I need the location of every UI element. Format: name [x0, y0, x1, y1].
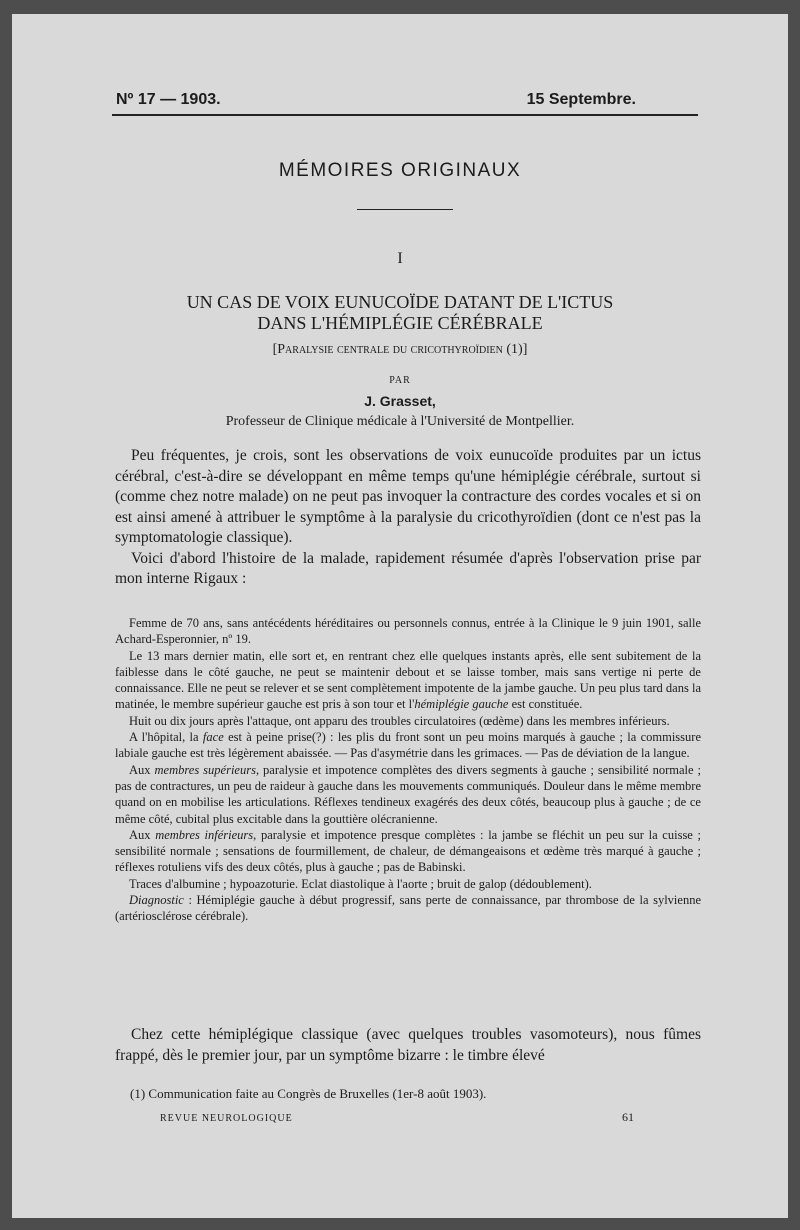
header-rule [112, 114, 698, 116]
observation-text: , paralysie et impotence presque complètes : la jambe se fléchit un peu sur la cuisse ; sensibilité normale ; sensations de fourmillement, de chaleur, de démangeaisons et œdème très marqué à gauche ; réflexes rotuliens vifs des deux côtés, plus à gauche ; pas de Babinski. [115, 827, 701, 875]
article-numeral: I [397, 250, 403, 267]
running-header [104, 80, 698, 116]
observation-emphasis: Diagnostic [129, 893, 184, 908]
author-affiliation: Professeur de Clinique médicale à l'Université de Montpellier. [225, 414, 575, 429]
observation-emphasis: membres supérieurs [154, 762, 256, 777]
intro-paragraph-2: Voici d'abord l'histoire de la malade, rapidement résumée d'après l'observation prise par mon interne Rigaux : [115, 549, 701, 587]
issue-date: 15 Septembre. [526, 91, 636, 108]
case-observation [115, 615, 701, 925]
observation-paragraph: Huit ou dix jours après l'attaque, ont apparu des troubles circulatoires (œdème) dans les membres inférieurs. [129, 713, 670, 728]
observation-text: , paralysie et impotence complètes des divers segments à gauche ; sensibilité normale ; pas de contractures, un peu de raideur à gauche dans les mouvements communiqués. Douleur dans le même membre quand on en mobilise les articulations. Réflexes tendineux exagérés des deux côtés, beaucoup plus à gauche ; de ce même côté, cubital plus excitable dans la gouttière olécranienne. [115, 762, 701, 826]
observation-text: : Hémiplégie gauche à début progressif, sans perte de connaissance, par thrombose de la sylvienne (artériosclérose cérébrale). [115, 893, 701, 924]
observation-text: Aux [129, 762, 155, 777]
article-subtitle: [Paralysie centrale du cricothyroïdien (1)] [272, 342, 528, 357]
observation-text: Aux [129, 827, 156, 842]
closing-paragraph: Chez cette hémiplégique classique (avec quelques troubles vasomoteurs), nous fûmes frappé, dès le premier jour, par un symptôme bizarre : le timbre élevé [115, 1026, 701, 1064]
observation-text: est à peine prise(?) : les plis du front sont un peu moins marqués à gauche ; la commissure labiale gauche est très légèrement abaissée. — Pas d'asymétrie dans les grimaces. — Pas de déviation de la langue. [115, 730, 701, 761]
observation-paragraph: Traces d'albumine ; hypoazoturie. Eclat diastolique à l'aorte ; bruit de galop (dédoublement). [129, 876, 592, 891]
footnote: (1) Communication faite au Congrès de Bruxelles (1er-8 août 1903). [130, 1086, 487, 1101]
issue-number: Nº 17 — 1903. [116, 91, 221, 108]
article-title-line-1: UN CAS DE VOIX EUNUCOÏDE DATANT DE L'ICTUS [186, 292, 614, 312]
observation-paragraph [115, 762, 701, 827]
observation-emphasis: membres inférieurs [155, 827, 254, 842]
section-title: MÉMOIRES ORIGINAUX [278, 160, 522, 181]
intro-paragraph-1: Peu fréquentes, je crois, sont les observations de voix eunucoïde produites par un ictus cérébral, c'est-à-dire se développant en même temps qu'une hémiplégie cérébrale, surtout si (comme chez notre malade) on ne peut pas invoquer la contracture des cordes vocales et si on est ainsi amené à attribuer le symptôme à la paralysie du cricothyroïdien (dont ce n'est pas la symptomatologie classique). [115, 447, 701, 546]
author-name: J. Grasset, [364, 393, 436, 409]
observation-text: A l'hôpital, la [129, 730, 203, 745]
article-title [0, 292, 800, 334]
observation-paragraph [115, 648, 701, 713]
observation-emphasis: hémiplégie gauche [414, 697, 509, 712]
observation-paragraph [115, 827, 701, 876]
page-number: 61 [622, 1110, 634, 1124]
observation-text: Le 13 mars dernier matin, elle sort et, en rentrant chez elle quelques instants après, elle sent subitement de la faiblesse dans le côté gauche, ne peut se maintenir debout et se laisse tomber, mais sans vertige ni perte de connaissance. Elle ne peut se relever et se sent complètement impotente de la jambe gauche. Un peu plus tard dans la matinée, le membre supérieur gauche est pris à son tour et l' [115, 648, 701, 712]
observation-emphasis: face [202, 730, 224, 745]
section-divider [357, 209, 453, 210]
byline-par: PAR [389, 375, 411, 386]
observation-paragraph [115, 892, 701, 925]
observation-paragraph [115, 729, 701, 762]
intro-text [115, 446, 701, 590]
observation-paragraph: Femme de 70 ans, sans antécédents héréditaires ou personnels connus, entrée à la Clinique le 9 juin 1901, salle Achard-Esperonnier, nº 19. [115, 616, 701, 647]
journal-name: REVUE NEUROLOGIQUE [160, 1113, 293, 1124]
observation-text: est constituée. [508, 697, 583, 712]
article-title-line-2: DANS L'HÉMIPLÉGIE CÉRÉBRALE [257, 313, 543, 333]
